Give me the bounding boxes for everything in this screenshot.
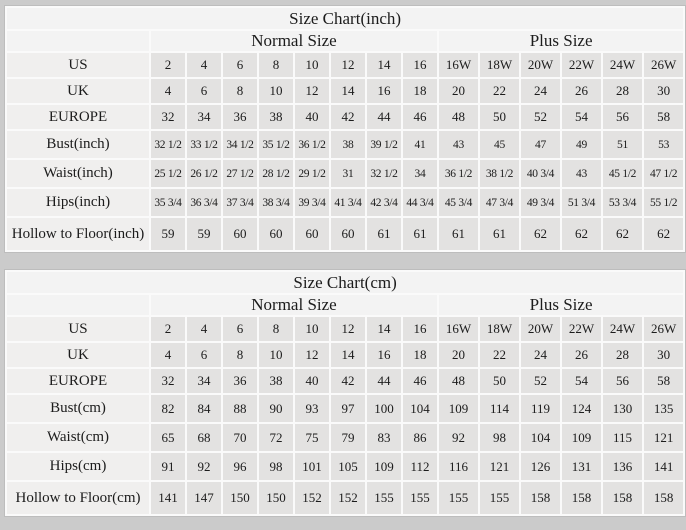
size-value: 10 bbox=[295, 317, 329, 341]
size-value: 49 3/4 bbox=[521, 189, 560, 216]
size-value: 141 bbox=[644, 453, 683, 480]
size-value: 38 1/2 bbox=[480, 160, 519, 187]
size-value: 34 bbox=[403, 160, 437, 187]
size-value: 58 bbox=[644, 369, 683, 393]
size-value: 109 bbox=[562, 424, 601, 451]
corner-cell bbox=[7, 31, 149, 51]
size-value: 16 bbox=[367, 343, 401, 367]
size-value: 68 bbox=[187, 424, 221, 451]
size-value: 56 bbox=[603, 105, 642, 129]
size-value: 20 bbox=[439, 343, 478, 367]
size-value: 109 bbox=[439, 395, 478, 422]
table-row bbox=[7, 395, 683, 422]
size-value: 98 bbox=[259, 453, 293, 480]
size-value: 8 bbox=[223, 343, 257, 367]
size-value: 50 bbox=[480, 105, 519, 129]
size-value: 43 bbox=[562, 160, 601, 187]
size-value: 101 bbox=[295, 453, 329, 480]
size-value: 82 bbox=[151, 395, 185, 422]
size-value: 158 bbox=[562, 482, 601, 514]
row-label: Hips(inch) bbox=[7, 189, 149, 216]
chart-title: Size Chart(cm) bbox=[7, 272, 683, 293]
size-value: 12 bbox=[331, 53, 365, 77]
table-row bbox=[7, 79, 683, 103]
size-value: 2 bbox=[151, 317, 185, 341]
size-value: 155 bbox=[367, 482, 401, 514]
size-value: 35 1/2 bbox=[259, 131, 293, 158]
size-value: 91 bbox=[151, 453, 185, 480]
size-value: 24 bbox=[521, 79, 560, 103]
size-value: 14 bbox=[331, 79, 365, 103]
size-value: 4 bbox=[151, 343, 185, 367]
size-value: 92 bbox=[439, 424, 478, 451]
size-value: 30 bbox=[644, 79, 683, 103]
size-value: 98 bbox=[480, 424, 519, 451]
size-value: 36 bbox=[223, 105, 257, 129]
size-value: 32 bbox=[151, 105, 185, 129]
size-value: 29 1/2 bbox=[295, 160, 329, 187]
size-value: 28 bbox=[603, 79, 642, 103]
size-value: 44 bbox=[367, 105, 401, 129]
size-value: 97 bbox=[331, 395, 365, 422]
size-value: 6 bbox=[187, 343, 221, 367]
size-value: 56 bbox=[603, 369, 642, 393]
table-row bbox=[7, 53, 683, 77]
size-value: 45 bbox=[480, 131, 519, 158]
size-value: 45 3/4 bbox=[439, 189, 478, 216]
size-value: 6 bbox=[187, 79, 221, 103]
size-value: 48 bbox=[439, 369, 478, 393]
size-value: 158 bbox=[521, 482, 560, 514]
plus-size-header: Plus Size bbox=[439, 31, 683, 51]
size-value: 60 bbox=[331, 218, 365, 250]
size-value: 16 bbox=[403, 53, 437, 77]
size-value: 25 1/2 bbox=[151, 160, 185, 187]
size-value: 24W bbox=[603, 53, 642, 77]
size-value: 16W bbox=[439, 53, 478, 77]
size-value: 150 bbox=[259, 482, 293, 514]
row-label: Hips(cm) bbox=[7, 453, 149, 480]
size-value: 52 bbox=[521, 105, 560, 129]
plus-size-header: Plus Size bbox=[439, 295, 683, 315]
size-value: 36 1/2 bbox=[439, 160, 478, 187]
size-value: 27 1/2 bbox=[223, 160, 257, 187]
size-value: 51 bbox=[603, 131, 642, 158]
size-value: 38 bbox=[259, 105, 293, 129]
size-value: 12 bbox=[295, 343, 329, 367]
size-value: 4 bbox=[187, 317, 221, 341]
size-value: 90 bbox=[259, 395, 293, 422]
row-label: UK bbox=[7, 343, 149, 367]
size-value: 8 bbox=[259, 53, 293, 77]
size-value: 141 bbox=[151, 482, 185, 514]
size-chart-cm-table bbox=[4, 269, 686, 517]
size-value: 22 bbox=[480, 343, 519, 367]
size-value: 131 bbox=[562, 453, 601, 480]
size-value: 121 bbox=[644, 424, 683, 451]
size-value: 16 bbox=[367, 79, 401, 103]
size-value: 54 bbox=[562, 369, 601, 393]
size-value: 14 bbox=[367, 53, 401, 77]
size-value: 135 bbox=[644, 395, 683, 422]
size-value: 49 bbox=[562, 131, 601, 158]
size-value: 41 3/4 bbox=[331, 189, 365, 216]
size-value: 22W bbox=[562, 53, 601, 77]
size-value: 61 bbox=[367, 218, 401, 250]
size-value: 31 bbox=[331, 160, 365, 187]
size-value: 130 bbox=[603, 395, 642, 422]
size-value: 32 1/2 bbox=[367, 160, 401, 187]
size-value: 22W bbox=[562, 317, 601, 341]
size-value: 100 bbox=[367, 395, 401, 422]
size-value: 12 bbox=[295, 79, 329, 103]
size-value: 53 bbox=[644, 131, 683, 158]
size-value: 96 bbox=[223, 453, 257, 480]
size-value: 79 bbox=[331, 424, 365, 451]
size-value: 10 bbox=[259, 343, 293, 367]
size-value: 62 bbox=[644, 218, 683, 250]
size-value: 45 1/2 bbox=[603, 160, 642, 187]
size-value: 115 bbox=[603, 424, 642, 451]
table-row bbox=[7, 160, 683, 187]
size-value: 114 bbox=[480, 395, 519, 422]
size-value: 62 bbox=[562, 218, 601, 250]
size-value: 42 3/4 bbox=[367, 189, 401, 216]
size-value: 158 bbox=[603, 482, 642, 514]
size-value: 24 bbox=[521, 343, 560, 367]
size-value: 42 bbox=[331, 369, 365, 393]
chart-title-row bbox=[7, 272, 683, 293]
size-value: 36 bbox=[223, 369, 257, 393]
size-value: 38 bbox=[259, 369, 293, 393]
size-value: 26W bbox=[644, 53, 683, 77]
size-value: 88 bbox=[223, 395, 257, 422]
size-value: 18W bbox=[480, 317, 519, 341]
size-value: 14 bbox=[367, 317, 401, 341]
size-value: 61 bbox=[403, 218, 437, 250]
size-value: 121 bbox=[480, 453, 519, 480]
table-row bbox=[7, 424, 683, 451]
chart-title: Size Chart(inch) bbox=[7, 8, 683, 29]
size-value: 32 1/2 bbox=[151, 131, 185, 158]
chart-title-row bbox=[7, 8, 683, 29]
size-value: 44 3/4 bbox=[403, 189, 437, 216]
size-value: 46 bbox=[403, 369, 437, 393]
row-label: EUROPE bbox=[7, 369, 149, 393]
row-label: US bbox=[7, 317, 149, 341]
size-value: 48 bbox=[439, 105, 478, 129]
corner-cell bbox=[7, 295, 149, 315]
table-row bbox=[7, 317, 683, 341]
size-value: 109 bbox=[367, 453, 401, 480]
size-value: 112 bbox=[403, 453, 437, 480]
size-value: 83 bbox=[367, 424, 401, 451]
size-value: 47 3/4 bbox=[480, 189, 519, 216]
size-value: 147 bbox=[187, 482, 221, 514]
size-value: 39 1/2 bbox=[367, 131, 401, 158]
size-value: 20W bbox=[521, 317, 560, 341]
size-value: 8 bbox=[223, 79, 257, 103]
column-group-row bbox=[7, 295, 683, 315]
size-value: 61 bbox=[439, 218, 478, 250]
size-value: 155 bbox=[480, 482, 519, 514]
size-value: 104 bbox=[403, 395, 437, 422]
size-value: 36 1/2 bbox=[295, 131, 329, 158]
size-value: 16W bbox=[439, 317, 478, 341]
size-value: 37 3/4 bbox=[223, 189, 257, 216]
size-value: 126 bbox=[521, 453, 560, 480]
size-value: 55 1/2 bbox=[644, 189, 683, 216]
size-value: 150 bbox=[223, 482, 257, 514]
table-row bbox=[7, 105, 683, 129]
size-value: 70 bbox=[223, 424, 257, 451]
size-value: 34 1/2 bbox=[223, 131, 257, 158]
size-value: 4 bbox=[151, 79, 185, 103]
size-value: 59 bbox=[187, 218, 221, 250]
size-value: 105 bbox=[331, 453, 365, 480]
size-value: 4 bbox=[187, 53, 221, 77]
size-value: 20W bbox=[521, 53, 560, 77]
size-value: 28 bbox=[603, 343, 642, 367]
size-value: 38 3/4 bbox=[259, 189, 293, 216]
size-value: 60 bbox=[295, 218, 329, 250]
size-value: 119 bbox=[521, 395, 560, 422]
size-value: 12 bbox=[331, 317, 365, 341]
row-label: Waist(inch) bbox=[7, 160, 149, 187]
column-group-row bbox=[7, 31, 683, 51]
size-value: 41 bbox=[403, 131, 437, 158]
size-value: 18W bbox=[480, 53, 519, 77]
size-value: 40 bbox=[295, 105, 329, 129]
size-value: 20 bbox=[439, 79, 478, 103]
size-value: 62 bbox=[603, 218, 642, 250]
row-label: UK bbox=[7, 79, 149, 103]
row-label: Hollow to Floor(cm) bbox=[7, 482, 149, 514]
size-value: 61 bbox=[480, 218, 519, 250]
size-value: 47 bbox=[521, 131, 560, 158]
size-value: 155 bbox=[403, 482, 437, 514]
size-value: 50 bbox=[480, 369, 519, 393]
size-value: 51 3/4 bbox=[562, 189, 601, 216]
size-value: 62 bbox=[521, 218, 560, 250]
size-value: 136 bbox=[603, 453, 642, 480]
size-value: 93 bbox=[295, 395, 329, 422]
row-label: Bust(cm) bbox=[7, 395, 149, 422]
table-row bbox=[7, 453, 683, 480]
size-value: 32 bbox=[151, 369, 185, 393]
row-label: Hollow to Floor(inch) bbox=[7, 218, 149, 250]
size-value: 33 1/2 bbox=[187, 131, 221, 158]
size-value: 52 bbox=[521, 369, 560, 393]
normal-size-header: Normal Size bbox=[151, 295, 437, 315]
size-value: 124 bbox=[562, 395, 601, 422]
size-value: 42 bbox=[331, 105, 365, 129]
size-value: 10 bbox=[295, 53, 329, 77]
size-value: 155 bbox=[439, 482, 478, 514]
row-label: US bbox=[7, 53, 149, 77]
size-value: 28 1/2 bbox=[259, 160, 293, 187]
size-value: 39 3/4 bbox=[295, 189, 329, 216]
size-value: 53 3/4 bbox=[603, 189, 642, 216]
size-value: 26 bbox=[562, 343, 601, 367]
size-value: 84 bbox=[187, 395, 221, 422]
size-value: 60 bbox=[259, 218, 293, 250]
size-value: 18 bbox=[403, 343, 437, 367]
size-value: 158 bbox=[644, 482, 683, 514]
size-value: 152 bbox=[295, 482, 329, 514]
size-value: 16 bbox=[403, 317, 437, 341]
size-value: 14 bbox=[331, 343, 365, 367]
size-value: 86 bbox=[403, 424, 437, 451]
size-value: 60 bbox=[223, 218, 257, 250]
size-value: 43 bbox=[439, 131, 478, 158]
table-row bbox=[7, 482, 683, 514]
size-value: 92 bbox=[187, 453, 221, 480]
size-value: 34 bbox=[187, 105, 221, 129]
size-value: 26W bbox=[644, 317, 683, 341]
row-label: Bust(inch) bbox=[7, 131, 149, 158]
table-row bbox=[7, 131, 683, 158]
table-row bbox=[7, 369, 683, 393]
size-value: 34 bbox=[187, 369, 221, 393]
row-label: Waist(cm) bbox=[7, 424, 149, 451]
size-value: 59 bbox=[151, 218, 185, 250]
size-value: 46 bbox=[403, 105, 437, 129]
size-value: 152 bbox=[331, 482, 365, 514]
normal-size-header: Normal Size bbox=[151, 31, 437, 51]
size-value: 44 bbox=[367, 369, 401, 393]
size-value: 65 bbox=[151, 424, 185, 451]
size-value: 75 bbox=[295, 424, 329, 451]
size-value: 38 bbox=[331, 131, 365, 158]
size-value: 2 bbox=[151, 53, 185, 77]
table-row bbox=[7, 189, 683, 216]
size-value: 8 bbox=[259, 317, 293, 341]
size-chart-inch-table bbox=[4, 5, 686, 253]
size-value: 104 bbox=[521, 424, 560, 451]
table-row bbox=[7, 343, 683, 367]
size-value: 10 bbox=[259, 79, 293, 103]
size-value: 18 bbox=[403, 79, 437, 103]
size-value: 6 bbox=[223, 317, 257, 341]
size-value: 6 bbox=[223, 53, 257, 77]
size-value: 36 3/4 bbox=[187, 189, 221, 216]
size-value: 54 bbox=[562, 105, 601, 129]
size-value: 26 1/2 bbox=[187, 160, 221, 187]
size-value: 24W bbox=[603, 317, 642, 341]
size-value: 40 bbox=[295, 369, 329, 393]
size-value: 22 bbox=[480, 79, 519, 103]
size-value: 47 1/2 bbox=[644, 160, 683, 187]
size-value: 116 bbox=[439, 453, 478, 480]
size-value: 40 3/4 bbox=[521, 160, 560, 187]
size-value: 26 bbox=[562, 79, 601, 103]
size-value: 30 bbox=[644, 343, 683, 367]
size-value: 72 bbox=[259, 424, 293, 451]
size-value: 58 bbox=[644, 105, 683, 129]
size-value: 35 3/4 bbox=[151, 189, 185, 216]
table-row bbox=[7, 218, 683, 250]
row-label: EUROPE bbox=[7, 105, 149, 129]
